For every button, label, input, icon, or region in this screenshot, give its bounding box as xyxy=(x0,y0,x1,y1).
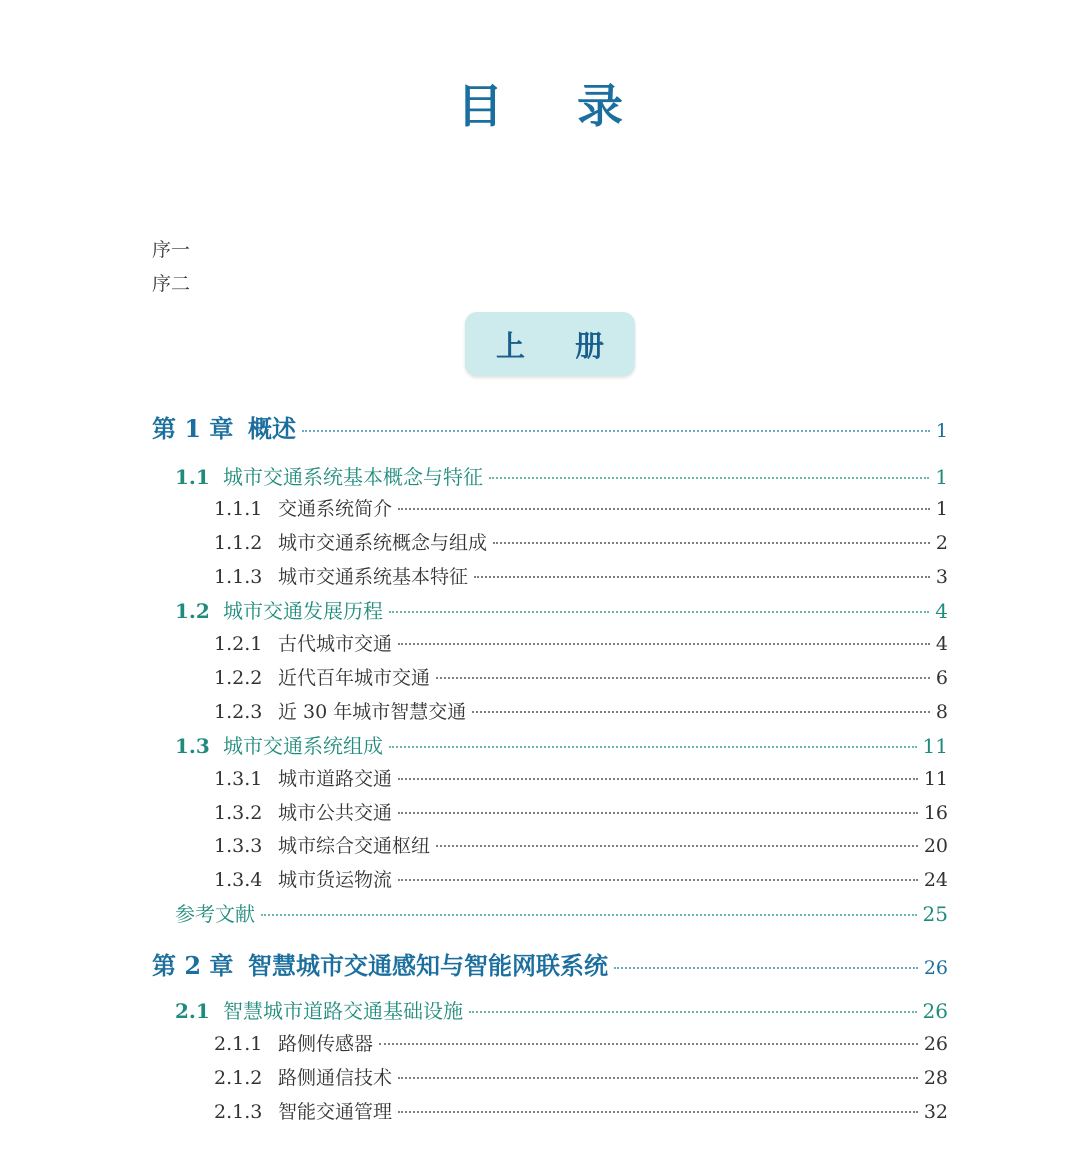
toc-page-number: 2 xyxy=(935,532,948,554)
toc-page-number: 26 xyxy=(922,999,948,1023)
dot-leader xyxy=(398,1076,918,1079)
toc-subsection[interactable] xyxy=(0,663,1080,690)
toc-label: 城市道路交通 xyxy=(278,768,393,790)
dot-leader xyxy=(398,811,918,814)
toc-number: 2.1.3 xyxy=(214,1101,263,1123)
toc-label: 交通系统简介 xyxy=(278,498,393,520)
dot-leader xyxy=(489,476,929,479)
toc-subsection[interactable] xyxy=(0,1063,1080,1090)
toc-page-number: 20 xyxy=(923,835,948,857)
toc-page-number: 11 xyxy=(922,734,948,758)
toc-number: 第 2 章 xyxy=(152,951,234,980)
toc-label: 近代百年城市交通 xyxy=(278,667,431,689)
volume-char-1: 上 xyxy=(495,328,525,363)
toc-number: 1.1 xyxy=(175,465,210,489)
dot-leader xyxy=(398,777,918,780)
toc-number: 1.3 xyxy=(175,734,210,758)
toc-page-number: 3 xyxy=(935,566,948,588)
toc-section[interactable] xyxy=(0,995,1080,1024)
toc-page-number: 11 xyxy=(923,768,948,790)
toc-page-number: 24 xyxy=(923,869,948,891)
toc-number: 2.1.2 xyxy=(214,1067,263,1089)
toc-number: 1.2 xyxy=(175,599,210,623)
toc-subsection[interactable] xyxy=(0,528,1080,555)
toc-subsection[interactable] xyxy=(0,629,1080,656)
toc-label: 智慧城市交通感知与智能网联系统 xyxy=(248,951,608,980)
toc-label: 城市交通系统概念与组成 xyxy=(278,532,488,554)
dot-leader xyxy=(469,1010,917,1013)
toc-label: 近 30 年城市智慧交通 xyxy=(278,701,467,723)
toc-subsection[interactable] xyxy=(0,494,1080,521)
toc-page-number: 1 xyxy=(935,465,948,489)
toc-number: 2.1 xyxy=(175,999,210,1023)
dot-leader xyxy=(436,676,930,679)
dot-leader xyxy=(389,745,917,748)
preface-item[interactable]: 序一 xyxy=(152,239,191,261)
toc-subsection[interactable] xyxy=(0,697,1080,724)
toc-page-number: 16 xyxy=(923,802,948,824)
toc-subsection[interactable] xyxy=(0,562,1080,589)
toc-subsection[interactable] xyxy=(0,764,1080,791)
dot-leader xyxy=(614,966,918,969)
toc-page-number: 25 xyxy=(922,902,948,926)
toc-references[interactable] xyxy=(0,898,1080,927)
dot-leader xyxy=(474,575,930,578)
title-char-2: 录 xyxy=(577,79,623,133)
toc-section[interactable] xyxy=(0,730,1080,759)
toc-subsection[interactable] xyxy=(0,865,1080,892)
dot-leader xyxy=(493,541,930,544)
toc-page-number: 6 xyxy=(935,667,948,689)
toc-label: 城市货运物流 xyxy=(278,869,393,891)
preface-item[interactable]: 序二 xyxy=(152,273,191,295)
toc-label: 智能交通管理 xyxy=(278,1101,393,1123)
volume-badge xyxy=(465,312,635,376)
dot-leader xyxy=(398,642,930,645)
dot-leader xyxy=(379,1042,918,1045)
toc-label: 城市交通系统组成 xyxy=(223,734,383,758)
toc-page-number: 4 xyxy=(935,633,948,655)
toc-subsection[interactable] xyxy=(0,798,1080,825)
toc-number: 1.2.1 xyxy=(214,633,263,655)
toc-label: 概述 xyxy=(248,414,296,443)
toc-number: 1.3.4 xyxy=(214,869,263,891)
toc-page-number: 32 xyxy=(923,1101,948,1123)
toc-number: 1.1.3 xyxy=(214,566,263,588)
toc-page-number: 26 xyxy=(923,1033,948,1055)
toc-label: 参考文献 xyxy=(175,902,255,926)
dot-leader xyxy=(302,429,930,432)
volume-char-2: 册 xyxy=(575,328,605,363)
page-title xyxy=(0,70,1080,136)
dot-leader xyxy=(261,913,917,916)
toc-number: 1.1.1 xyxy=(214,498,263,520)
toc-subsection[interactable] xyxy=(0,1097,1080,1124)
toc-number: 2.1.1 xyxy=(214,1033,263,1055)
title-char-1: 目 xyxy=(457,79,503,133)
toc-number: 1.3.1 xyxy=(214,768,263,790)
toc-number: 1.3.3 xyxy=(214,835,263,857)
toc-label: 路侧通信技术 xyxy=(278,1067,393,1089)
toc-section[interactable] xyxy=(0,461,1080,490)
dot-leader xyxy=(436,844,918,847)
toc-page-number: 8 xyxy=(935,701,948,723)
toc-number: 第 1 章 xyxy=(152,414,234,443)
dot-leader xyxy=(472,710,930,713)
toc-subsection[interactable] xyxy=(0,831,1080,858)
dot-leader xyxy=(398,507,930,510)
toc-label: 城市交通发展历程 xyxy=(223,599,383,623)
toc-number: 1.2.3 xyxy=(214,701,263,723)
toc-page-number: 28 xyxy=(923,1067,948,1089)
toc-label: 路侧传感器 xyxy=(278,1033,374,1055)
toc-section[interactable] xyxy=(0,595,1080,624)
preface-list xyxy=(152,233,190,301)
toc-label: 智慧城市道路交通基础设施 xyxy=(223,999,463,1023)
toc-number: 1.2.2 xyxy=(214,667,263,689)
dot-leader xyxy=(389,610,929,613)
toc-chapter[interactable] xyxy=(0,409,1080,444)
toc-chapter[interactable] xyxy=(0,946,1080,981)
toc-label: 城市公共交通 xyxy=(278,802,393,824)
toc-label: 城市交通系统基本特征 xyxy=(278,566,469,588)
toc-page-number: 4 xyxy=(935,599,948,623)
toc-subsection[interactable] xyxy=(0,1029,1080,1056)
toc-number: 1.3.2 xyxy=(214,802,263,824)
toc-page-number: 1 xyxy=(935,420,948,442)
toc-page-number: 1 xyxy=(935,498,948,520)
toc-label: 城市综合交通枢纽 xyxy=(278,835,431,857)
toc-label: 城市交通系统基本概念与特征 xyxy=(223,465,483,489)
dot-leader xyxy=(398,878,918,881)
toc-page-number: 26 xyxy=(923,957,948,979)
toc-number: 1.1.2 xyxy=(214,532,263,554)
dot-leader xyxy=(398,1110,918,1113)
toc-label: 古代城市交通 xyxy=(278,633,393,655)
